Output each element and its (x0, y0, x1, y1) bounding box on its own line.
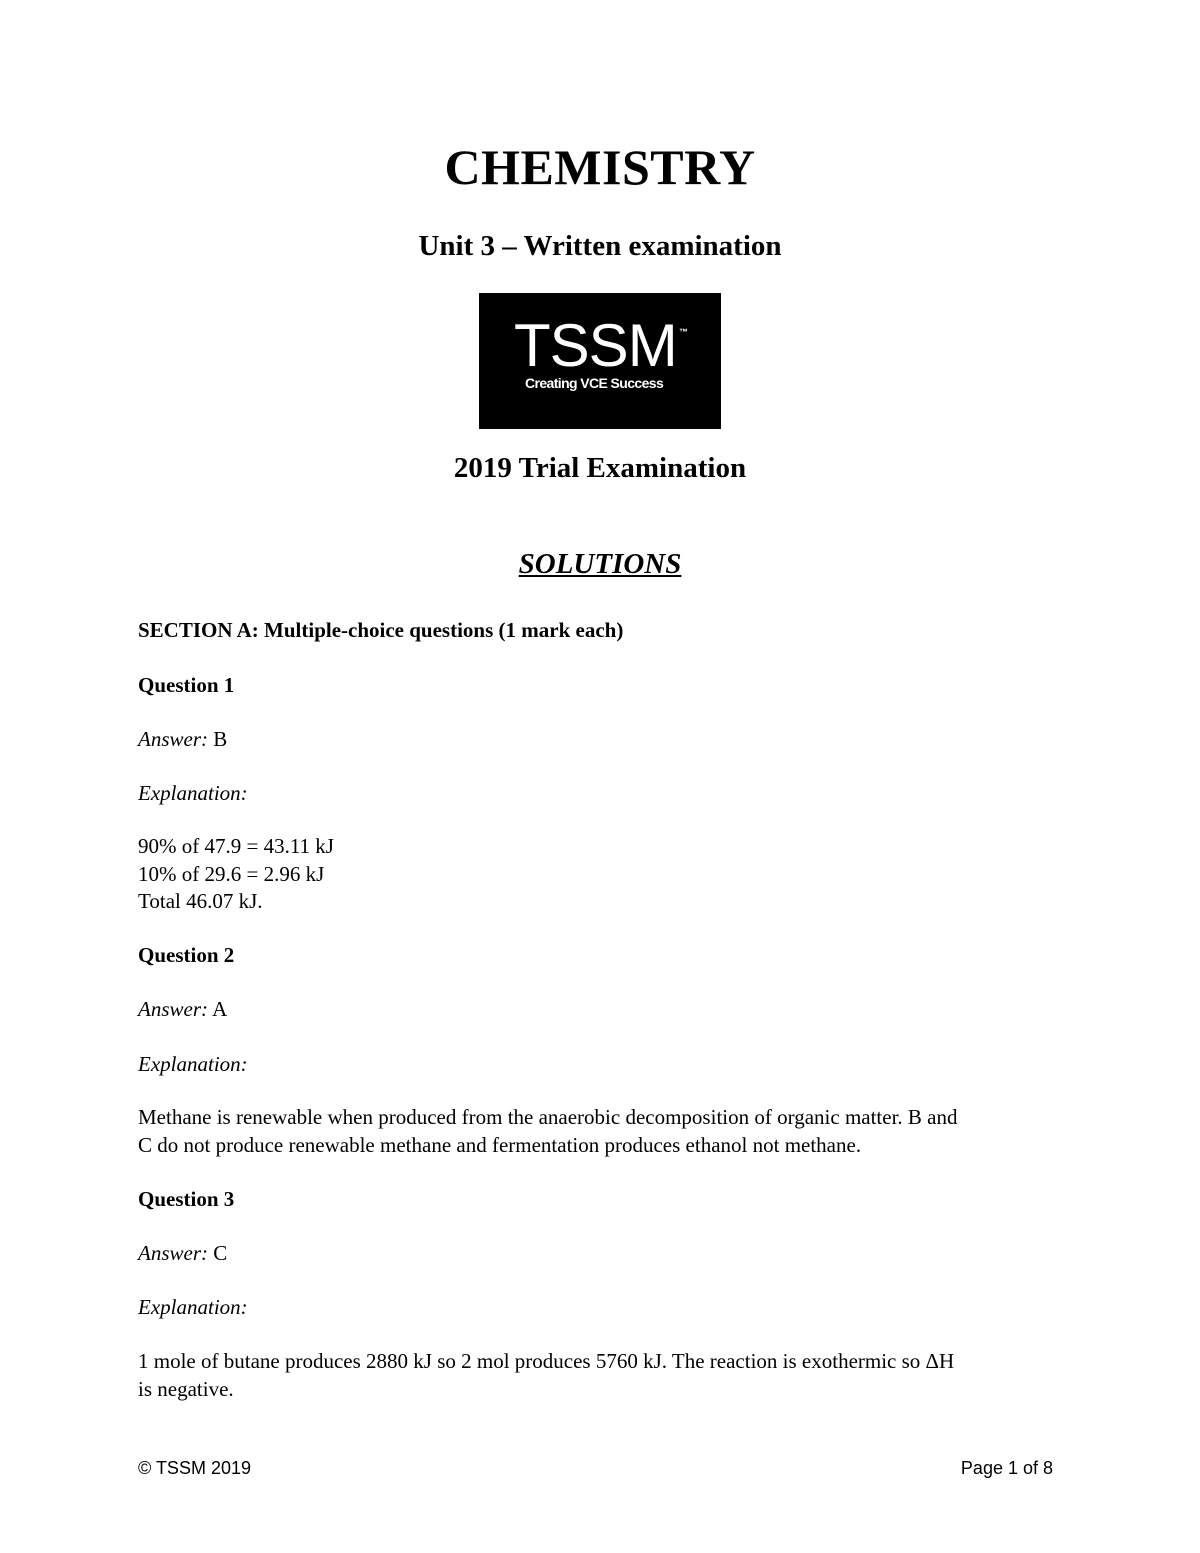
answer-label: Answer: (138, 997, 208, 1021)
question-3-explanation (138, 1348, 1068, 1403)
answer-label: Answer: (138, 1241, 208, 1265)
explanation-line: Methane is renewable when produced from the anaerobic decomposition of organic matter. B and (138, 1105, 958, 1129)
question-2-heading: Question 2 (138, 943, 235, 967)
answer-value: B (213, 727, 228, 751)
logo-trademark: ™ (679, 327, 688, 337)
page-subtitle: Unit 3 – Written examination (418, 230, 782, 262)
explanation-line: Total 46.07 kJ. (138, 889, 263, 913)
explanation-line: 1 mole of butane produces 2880 kJ so 2 mol produces 5760 kJ. The reaction is exothermic so ΔH (138, 1349, 955, 1373)
explanation-line: 10% of 29.6 = 2.96 kJ (138, 861, 325, 886)
page-title: CHEMISTRY (444, 139, 756, 195)
exam-label: 2019 Trial Examination (453, 452, 747, 484)
answer-value: A (212, 997, 228, 1021)
logo-tagline: Creating VCE Success (525, 375, 664, 391)
question-1-explanation-label: Explanation: (138, 781, 248, 805)
question-3-answer (138, 1240, 227, 1268)
footer-page-number: Page 1 of 8 (960, 1458, 1053, 1478)
logo-wordmark: TSSM (514, 312, 677, 379)
question-1-heading: Question 1 (138, 673, 235, 697)
question-2-explanation (138, 1104, 1068, 1159)
footer-copyright: © TSSM 2019 (138, 1458, 251, 1478)
explanation-line: 90% of 47.9 = 43.11 kJ (138, 834, 334, 858)
tssm-logo (479, 293, 721, 429)
question-2-explanation-label: Explanation: (138, 1052, 248, 1076)
question-3-explanation-label: Explanation: (138, 1295, 248, 1319)
question-1-explanation (138, 833, 1068, 916)
explanation-line: is negative. (138, 1376, 234, 1401)
section-heading: SECTION A: Multiple-choice questions (1 mark each) (138, 618, 624, 642)
solutions-label: SOLUTIONS (518, 548, 682, 580)
question-3-heading: Question 3 (138, 1187, 235, 1211)
answer-value: C (213, 1241, 228, 1265)
question-2-answer (138, 996, 227, 1024)
question-1-answer (138, 726, 227, 754)
answer-label: Answer: (138, 727, 208, 751)
explanation-line: C do not produce renewable methane and fermentation produces ethanol not methane. (138, 1132, 862, 1157)
solutions-heading (0, 548, 1200, 581)
